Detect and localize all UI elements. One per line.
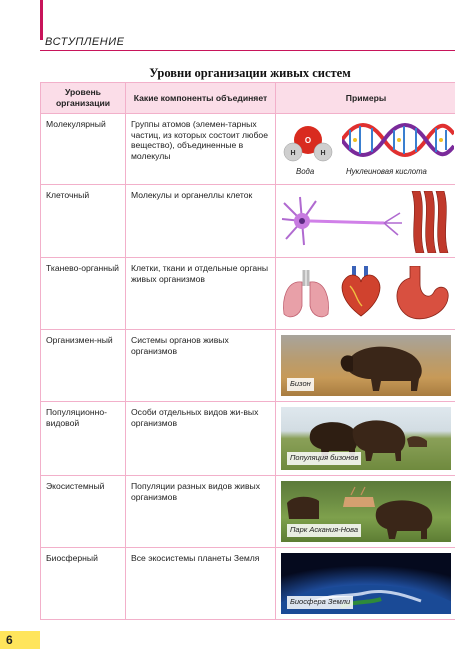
svg-text:O: O — [304, 136, 312, 145]
header-examples: Примеры — [276, 83, 455, 114]
table-title: Уровни организации живых систем — [149, 66, 351, 80]
level-cell: Клеточный — [41, 185, 126, 258]
table-row — [41, 185, 455, 258]
table-row — [41, 330, 455, 402]
section-divider — [40, 50, 455, 51]
level-cell: Популяционно-видовой — [41, 402, 126, 476]
dna-helix-image — [342, 120, 454, 160]
caption-askania-nova: Парк Аскания-Нова — [287, 524, 361, 537]
examples-cell — [276, 548, 455, 620]
muscle-fiber-image — [408, 191, 452, 253]
accent-bar — [40, 0, 43, 40]
askania-nova-photo — [281, 481, 451, 542]
table-row — [41, 402, 455, 476]
header-components: Какие компоненты объединяет — [126, 83, 276, 114]
bison-population-photo — [281, 407, 451, 470]
examples-cell — [276, 185, 455, 258]
table-header-row — [41, 83, 455, 114]
level-cell: Экосистемный — [41, 476, 126, 548]
table-row — [41, 476, 455, 548]
examples-cell — [276, 402, 455, 476]
components-cell: Группы атомов (элемен-тарных частиц, из которых состоит любое вещество), объединенные в молекулы — [126, 114, 276, 185]
caption-bison-population: Популяция бизонов — [287, 452, 361, 465]
components-cell: Все экосистемы планеты Земля — [126, 548, 276, 620]
caption-nucleic-acid: Нуклеиновая кислота — [346, 167, 427, 176]
components-cell: Популяции разных видов живых организмов — [126, 476, 276, 548]
svg-text:H: H — [290, 150, 296, 157]
caption-bison: Бизон — [287, 378, 314, 391]
level-cell: Организмен-ный — [41, 330, 126, 402]
caption-water: Вода — [296, 167, 315, 176]
stomach-image — [390, 266, 452, 322]
components-cell: Системы органов живых организмов — [126, 330, 276, 402]
examples-cell — [276, 258, 455, 330]
neuron-image — [280, 193, 406, 249]
level-cell: Молекулярный — [41, 114, 126, 185]
table-row — [41, 114, 455, 185]
examples-cell — [276, 114, 455, 185]
level-cell: Биосферный — [41, 548, 126, 620]
level-cell: Тканево-органный — [41, 258, 126, 330]
lungs-image — [280, 266, 332, 320]
components-cell: Особи отдельных видов жи-вых организмов — [126, 402, 276, 476]
svg-text:H: H — [320, 150, 326, 157]
levels-table — [40, 82, 455, 620]
examples-cell — [276, 330, 455, 402]
table-row — [41, 258, 455, 330]
page-number: 6 — [0, 631, 40, 649]
table-row — [41, 548, 455, 620]
water-molecule-image — [282, 124, 334, 164]
bison-photo — [281, 335, 451, 396]
components-cell: Молекулы и органеллы клеток — [126, 185, 276, 258]
earth-biosphere-photo — [281, 553, 451, 614]
examples-cell — [276, 476, 455, 548]
caption-biosphere: Биосфера Земли — [287, 596, 353, 609]
header-level: Уровень организации — [41, 83, 126, 114]
heart-image — [336, 264, 386, 320]
components-cell: Клетки, ткани и отдельные органы живых организмов — [126, 258, 276, 330]
section-heading: ВСТУПЛЕНИЕ — [45, 36, 125, 48]
